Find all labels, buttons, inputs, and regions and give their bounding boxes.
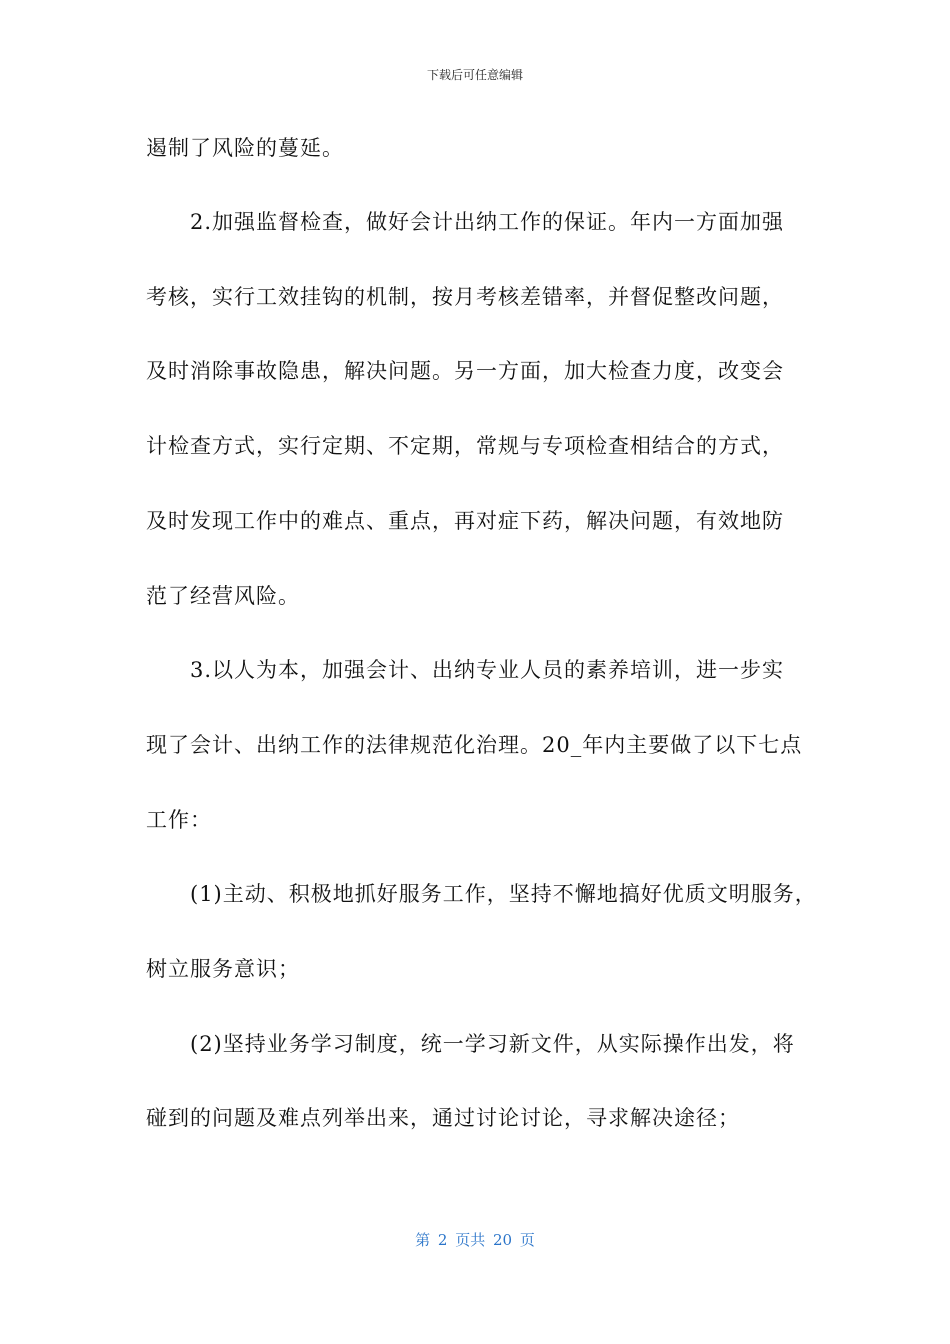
footer-prefix: 第 xyxy=(415,1231,431,1249)
body-line: 遏制了风险的蔓延。 xyxy=(146,136,344,160)
body-line: (2)坚持业务学习制度，统一学习新文件，从实际操作出发，将 xyxy=(190,1032,795,1056)
body-line: 碰到的问题及难点列举出来，通过讨论讨论，寻求解决途径； xyxy=(146,1106,740,1130)
body-line: 工作： xyxy=(146,808,212,832)
body-line: 3.以人为本，加强会计、出纳专业人员的素养培训，进一步实 xyxy=(190,658,785,682)
body-line: 树立服务意识； xyxy=(146,957,300,981)
page-footer xyxy=(0,1229,950,1250)
body-line: 范了经营风险。 xyxy=(146,584,300,608)
footer-mid: 页共 xyxy=(455,1231,486,1249)
total-pages-number: 20 xyxy=(493,1231,513,1249)
body-line: (1)主动、积极地抓好服务工作，坚持不懈地搞好优质文明服务， xyxy=(190,882,817,906)
body-line: 考核，实行工效挂钩的机制，按月考核差错率，并督促整改问题， xyxy=(146,285,784,309)
header-note: 下载后可任意编辑 xyxy=(426,68,523,82)
body-line: 2.加强监督检查，做好会计出纳工作的保证。年内一方面加强 xyxy=(190,210,785,234)
body-line: 及时发现工作中的难点、重点，再对症下药，解决问题，有效地防 xyxy=(146,509,784,533)
footer-suffix: 页 xyxy=(519,1231,535,1249)
current-page-number: 2 xyxy=(437,1231,448,1249)
body-line: 现了会计、出纳工作的法律规范化治理。20_年内主要做了以下七点 xyxy=(146,733,803,757)
body-line: 及时消除事故隐患，解决问题。另一方面，加大检查力度，改变会 xyxy=(146,359,784,383)
body-line: 计检查方式，实行定期、不定期，常规与专项检查相结合的方式， xyxy=(146,434,784,458)
